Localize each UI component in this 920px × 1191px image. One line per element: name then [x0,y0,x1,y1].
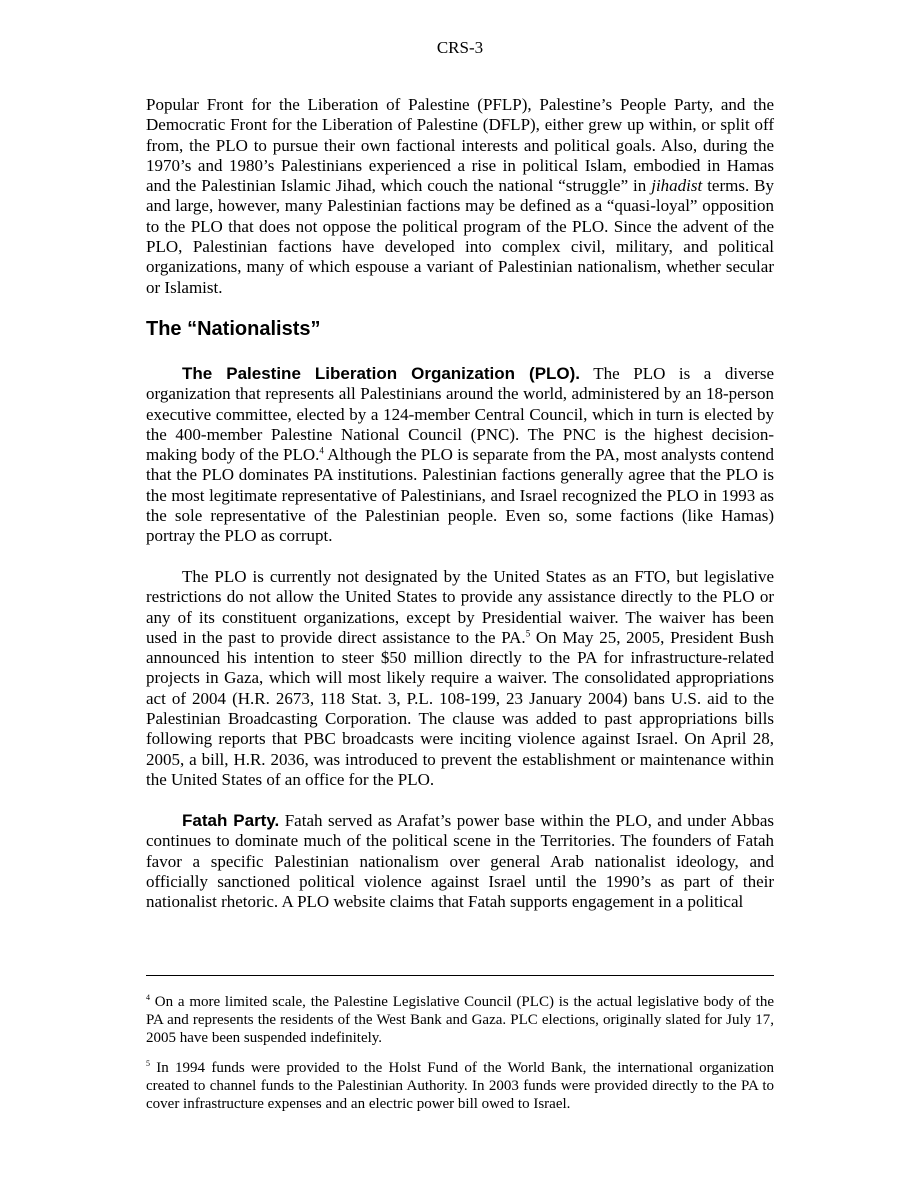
page-number: CRS-3 [436,38,484,57]
intro-paragraph [146,95,774,298]
fto-text-part-1: The PLO is currently not designated by the United States as an FTO, but legislative restrictions do not allow the United States to provide any assistance directly to the PLO or any of its constituent organizations, except by Presidential waiver. The waiver has been used in the past to provide direct assistance to the PA. [146,567,774,647]
plo-text-part-2: Although the PLO is separate from the PA, most analysts contend that the PLO dominates PA institutions. Palestinian factions generally agree that the PLO is the most legitimate representative of Palestinians, and Israel recognized the PLO in 1993 as the sole representative of the Palestinian people. Even so, some factions (like Hamas) portray the PLO as corrupt. [146,445,774,546]
footnote-4 [146,993,774,1047]
intro-text-part-1: Popular Front for the Liberation of Palestine (PFLP), Palestine’s People Party, and the Democratic Front for the Liberation of Palestine (DFLP), either grew up within, or split off from, the PLO to pursue their own factional interests and political goals. Also, during the 1970’s and 1980’s Palestinians experienced a rise in political Islam, embodied in Hamas and the Palestinian Islamic Jihad, which couch the national “struggle” in [146,95,774,196]
footnote-divider [146,975,774,976]
section-heading: The “Nationalists” [146,318,321,340]
plo-paragraph [146,364,774,547]
footnote-5-text: In 1994 funds were provided to the Holst Fund of the World Bank, the international organization created to channel funds to the Palestinian Authority. In 2003 funds were provided directly to the PA to cover infrastructure expenses and an electric power bill owed to Israel. [146,1060,774,1112]
fatah-text: Fatah served as Arafat’s power base within the PLO, and under Abbas continues to dominate much of the political scene in the Territories. The founders of Fatah favor a specific Palestinian nationalism over general Arab nationalist ideology, and officially sanctioned political violence against Israel until the 1990’s as part of their nationalist rhetoric. A PLO website claims that Fatah supports engagement in a political [146,811,774,912]
fto-text-part-2: On May 25, 2005, President Bush announced his intention to steer $50 million directly to the PA for infrastructure-related projects in Gaza, which will most likely require a waiver. The consolidated appropriations act of 2004 (H.R. 2673, 118 Stat. 3, P.L. 108-199, 23 January 2004) bans U.S. aid to the Palestinian Broadcasting Corporation. The clause was added to past appropriations bills following reports that PBC broadcasts were inciting violence against Israel. On April 28, 2005, a bill, H.R. 2036, was introduced to prevent the establishment or maintenance within the United States of an office for the PLO. [146,627,774,789]
plo-run-in-heading: The Palestine Liberation Organization (PLO). [182,364,581,383]
footnote-4-mark: 4 [146,993,150,1002]
footnote-ref-4[interactable]: 4 [319,445,324,456]
footnote-5 [146,1059,774,1113]
footnote-4-text: On a more limited scale, the Palestine Legislative Council (PLC) is the actual legislative body of the PA and represents the residents of the West Bank and Gaza. PLC elections, originally slated for July 17, 2005 have been suspended indefinitely. [146,994,774,1046]
fatah-paragraph [146,811,774,912]
footnote-ref-5[interactable]: 5 [525,628,531,639]
jihadist-emphasis: jihadist [651,176,703,196]
fatah-run-in-heading: Fatah Party. [182,811,280,830]
plo-text-part-1: The PLO is a diverse organization that represents all Palestinians around the world, administered by an 18-person executive committee, elected by a 124-member Central Council, which in turn is elected by the 400-member Palestine National Council (PNC). The PNC is the highest decision-making body of the PLO. [146,364,774,465]
intro-text-part-2: terms. By and large, however, many Palestinian factions may be defined as a “quasi-loyal” opposition to the PLO that does not oppose the political program of the PLO. Since the advent of the PLO, Palestinian factions have developed into complex civil, military, and political organizations, many of which espouse a variant of Palestinian nationalism, whether secular or Islamist. [146,176,774,297]
fto-paragraph [146,567,774,790]
footnote-5-mark: 5 [146,1059,150,1068]
